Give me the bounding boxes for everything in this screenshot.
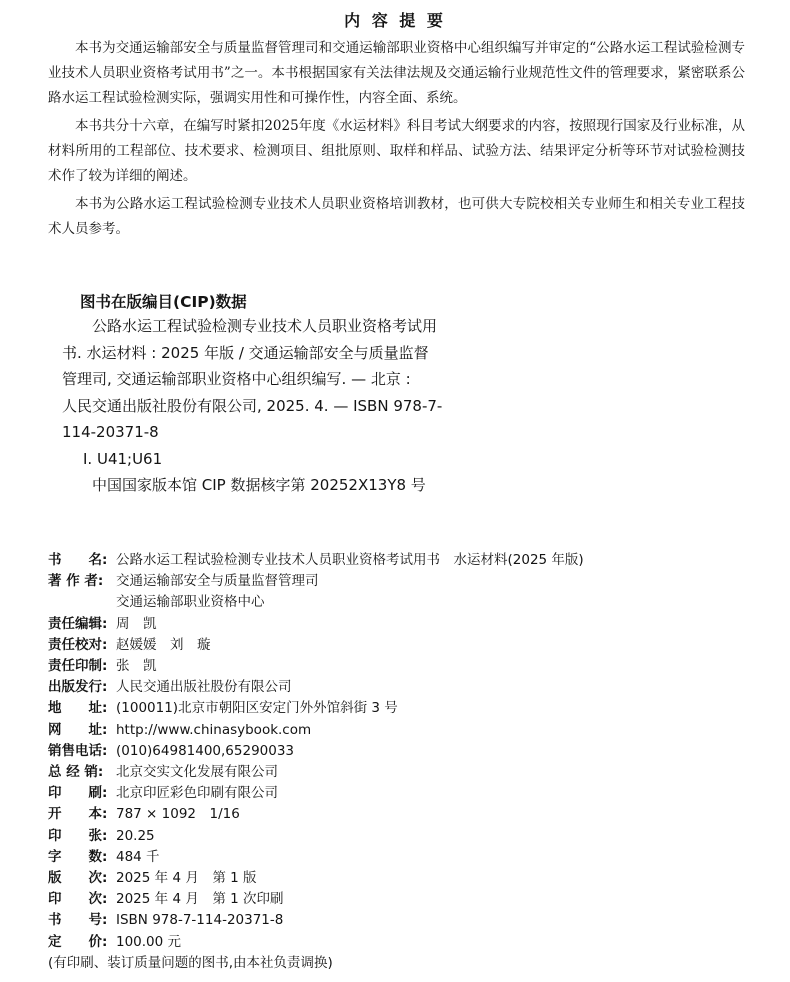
sheets-label: 印 张:: [48, 827, 108, 844]
summary-section: [48, 36, 745, 245]
proofread-value: 赵媛媛 刘 璇: [116, 636, 211, 653]
isbn-row: [48, 910, 748, 931]
printer-row: [48, 783, 748, 804]
author-value-2: 交通运输部职业资格中心: [116, 594, 265, 611]
edition-value: 2025 年 4 月 第 1 版: [116, 870, 257, 887]
phone-label: 销售电话:: [48, 742, 108, 759]
author-value: 交通运输部安全与质量监督管理司: [116, 573, 319, 590]
summary-paragraph: 本书共分十六章，在编写时紧扣2025年度《水运材料》科目考试大纲要求的内容，按照现行国家及行业标准，从材料所用的工程部位、技术要求、检测项目、组批原则、取样和样品、试验方法、结果评定分析等环节对试验检测技术作了较为详细的阐述。: [48, 118, 745, 184]
address-label: 地 址:: [48, 700, 108, 717]
cip-line: 管理司, 交通运输部职业资格中心组织编写. — 北京 :: [62, 370, 411, 388]
summary-title: 内 容 提 要: [344, 11, 446, 30]
cip-title: 图书在版编目(CIP)数据: [80, 293, 247, 311]
website-row: [48, 720, 748, 741]
format-row: [48, 804, 748, 825]
distributor-row: [48, 762, 748, 783]
address-value: (100011)北京市朝阳区安定门外外馆斜街 3 号: [116, 700, 398, 717]
format-label: 开 本:: [48, 806, 108, 823]
phone-row: [48, 741, 748, 762]
printer-label: 印 刷:: [48, 785, 108, 802]
cip-record: [62, 313, 502, 499]
impression-row: [48, 889, 748, 910]
printer-value: 北京印匠彩色印刷有限公司: [116, 785, 278, 802]
cip-line: 114-20371-8: [62, 423, 159, 441]
words-row: [48, 847, 748, 868]
summary-paragraph: 本书为公路水运工程试验检测专业技术人员职业资格培训教材，也可供大专院校相关专业师生和相关专业工程技术人员参考。: [48, 196, 745, 237]
book-name-row: [48, 550, 748, 571]
words-label: 字 数:: [48, 848, 108, 865]
printing-resp-row: [48, 656, 748, 677]
sheets-row: [48, 826, 748, 847]
editor-label: 责任编辑:: [48, 615, 108, 632]
proofread-row: [48, 635, 748, 656]
price-label: 定 价:: [48, 933, 108, 950]
price-value: 100.00 元: [116, 933, 182, 950]
copyright-page: [48, 550, 748, 974]
printing-resp-label: 责任印制:: [48, 658, 108, 675]
printing-resp-value: 张 凯: [116, 658, 157, 675]
impression-value: 2025 年 4 月 第 1 次印刷: [116, 891, 284, 908]
quality-note: [48, 953, 748, 974]
price-row: [48, 932, 748, 953]
editor-row: [48, 614, 748, 635]
cip-line: 人民交通出版社股份有限公司, 2025. 4. — ISBN 978-7-: [62, 396, 443, 415]
publisher-value: 人民交通出版社股份有限公司: [116, 679, 292, 696]
cip-line: 书. 水运材料 : 2025 年版 / 交通运输部安全与质量监督: [62, 343, 429, 362]
website-value: http://www.chinasybook.com: [116, 721, 312, 738]
book-name-value: 公路水运工程试验检测专业技术人员职业资格考试用书 水运材料(2025 年版): [116, 552, 584, 568]
publisher-label: 出版发行:: [48, 679, 108, 696]
phone-value: (010)64981400,65290033: [116, 742, 295, 759]
impression-label: 印 次:: [48, 891, 108, 908]
author-label: 著 作 者:: [48, 573, 104, 590]
editor-value: 周 凯: [116, 615, 157, 632]
edition-row: [48, 868, 748, 889]
book-name-label: 书 名:: [48, 552, 108, 568]
website-label: 网 址:: [48, 721, 108, 738]
proofread-label: 责任校对:: [48, 636, 108, 653]
distributor-value: 北京交实文化发展有限公司: [116, 764, 278, 781]
cip-line: 中国国家版本馆 CIP 数据核字第 20252X13Y8 号: [92, 476, 426, 494]
cip-line: Ⅰ. U41;U61: [83, 449, 163, 468]
author-row-continued: [48, 592, 748, 613]
words-value: 484 千: [116, 848, 160, 865]
edition-label: 版 次:: [48, 870, 108, 887]
sheets-value: 20.25: [116, 827, 155, 844]
format-value: 787 × 1092 1/16: [116, 806, 240, 823]
summary-paragraph: 本书为交通运输部安全与质量监督管理司和交通运输部职业资格中心组织编写并审定的“公路水运工程试验检测专业技术人员职业资格考试用书”之一。本书根据国家有关法律法规及交通运输行业规范性文件的管理要求，紧密联系公路水运工程试验检测实际，强调实用性和可操作性，内容全面、系统。: [48, 40, 745, 106]
quality-note-text: (有印刷、装订质量问题的图书,由本社负责调换): [48, 954, 333, 971]
address-row: [48, 698, 748, 719]
isbn-label: 书 号:: [48, 912, 108, 929]
cip-line: 公路水运工程试验检测专业技术人员职业资格考试用: [92, 317, 438, 335]
isbn-value: ISBN 978-7-114-20371-8: [116, 912, 284, 929]
publisher-row: [48, 677, 748, 698]
author-row: [48, 571, 748, 592]
distributor-label: 总 经 销:: [48, 764, 104, 781]
